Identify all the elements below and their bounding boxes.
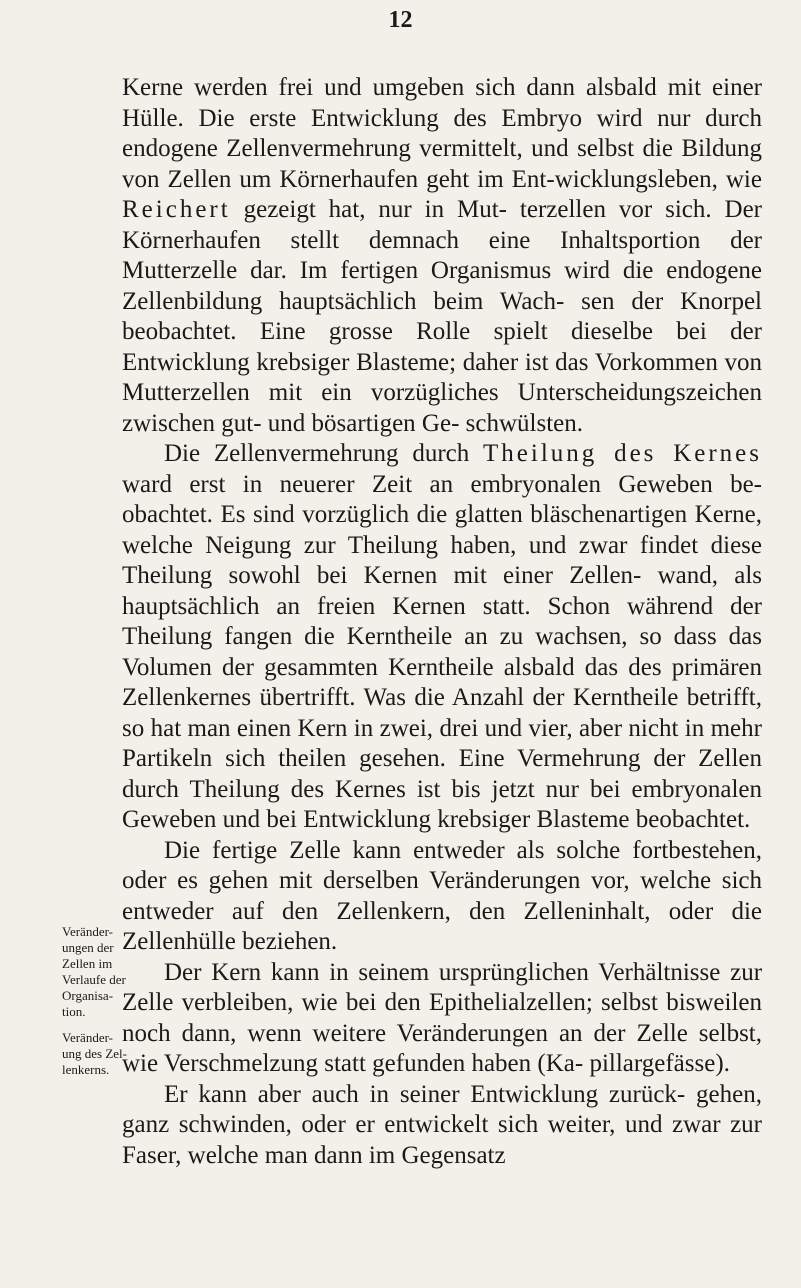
margin-note-line: Veränder- [62,1030,113,1045]
text-line: Zelle selbst, wie Verschmelzung statt gefunden haben (Ka- [122,1019,763,1077]
text-line: Der Kern kann in seinem ursprünglichen Verhältnisse [164,958,721,986]
text-line: Die Zellenvermehrung durch [164,440,484,467]
text-line: Die fertige Zelle kann entweder als solche fortbestehen, [164,836,762,864]
text-line: durch endogene Zellenvermehrung vermittelt, und selbst [122,104,763,162]
paragraph-5 [122,1080,762,1172]
text-line: so dass das Volumen der gesammten Kerntheile alsbald [122,623,763,681]
text-line: des Kernes ist bis jetzt nur bei embryonalen Geweben und [122,775,763,833]
text-line: das des primären Zellenkernes übertrifft. Was die Anzahl [122,653,762,711]
text-line: der Kerntheile betrifft, so hat man einen Kern in zwei, [122,684,762,742]
text-line: oder es gehen mit derselben Veränderungen vor, welche [122,867,712,894]
author-name: Reichert [122,196,231,223]
text-line: die Bildung von Zellen um Körnerhaufen geht im Ent- [122,135,763,193]
text-line: dieselbe bei der Entwicklung krebsiger Blasteme; daher [122,318,762,376]
page-number: 12 [388,7,413,33]
text-line: die Zellenhülle beziehen. [122,897,762,955]
text-line: Inhaltsportion der Mutterzelle dar. Im fertigen Organismus [122,226,762,284]
emphasized-term: Theilung des Kernes [483,440,762,467]
margin-note-line: Zellen im [62,956,113,971]
text-line: Unterscheidungszeichen zwischen gut- und bösartigen Ge- [122,379,762,437]
text-line: Er kann aber auch in seiner Entwicklung zurück- [164,1080,686,1108]
text-line: sich entweder auf den Zellenkern, den Zelleninhalt, oder [122,867,763,925]
margin-note-line: Verlaufe der [62,972,126,987]
margin-note-line: Organisa- [62,988,114,1003]
text-line: ward erst in neuerer Zeit an embryonalen Geweben be- [122,470,762,498]
margin-note-cell-changes [62,924,128,1020]
text-line: Kerne werden frei und umgeben sich dann alsbald mit [122,74,702,101]
text-line: und zwar zur Faser, welche man dann im Gegensatz [122,1111,763,1169]
text-line: terzellen vor sich. Der Körnerhaufen stellt demnach eine [122,196,763,254]
text-line: wand, als hauptsächlich an freien Kernen statt. Schon [122,562,762,620]
paragraph-4 [122,958,762,1080]
paragraph-2 [122,439,762,836]
text-line: einer Hülle. Die erste Entwicklung des Embryo wird nur [122,74,762,132]
margin-note-line: Veränder- [62,924,113,939]
margin-note-line: lenkerns. [62,1062,110,1077]
margin-note-nucleus-changes [62,1030,128,1078]
text-line: zur Zelle verbleiben, wie bei den Epithelialzellen; selbst [122,958,763,1016]
text-line: wicklungsleben, wie [554,165,762,193]
text-line: obachtet. Es sind vorzüglich die glatten bläschenartigen [122,501,688,528]
text-line: bisweilen noch dann, wenn weitere Veränderungen an der [122,989,763,1047]
margin-note-line: ung des Zel- [62,1046,127,1061]
text-line: sen der Knorpel beobachtet. Eine grosse Rolle spielt [122,287,762,345]
text-line: gesehen. Eine Vermehrung der Zellen durch Theilung [122,745,763,803]
text-line: gehen, ganz schwinden, oder er entwickelt sich weiter, [122,1080,762,1138]
text-line: während der Theilung fangen die Kerntheile an zu wachsen, [122,592,762,650]
margin-note-line: tion. [62,1004,86,1019]
text-line: findet diese Theilung sowohl bei Kernen mit einer Zellen- [122,531,762,589]
paragraph-3 [122,836,762,958]
text-line: drei und vier, aber nicht in mehr Partikeln sich theilen [122,714,762,772]
body-text [122,73,762,1171]
text-line: ist das Vorkommen von Mutterzellen mit ein vorzügliches [122,348,762,406]
paragraph-1 [122,73,762,439]
text-line: gezeigt hat, nur in Mut- [230,196,507,223]
text-line: Kerne, welche Neigung zur Theilung haben, und zwar [122,501,762,559]
text-line: schwülsten. [465,409,584,437]
text-line: bei Entwicklung krebsiger Blasteme beobachtet. [266,806,751,833]
text-line: wird die endogene Zellenbildung hauptsächlich beim Wach- [122,257,763,315]
text-line: pillargefässe). [589,1050,730,1077]
margin-note-line: ungen der [62,940,114,955]
